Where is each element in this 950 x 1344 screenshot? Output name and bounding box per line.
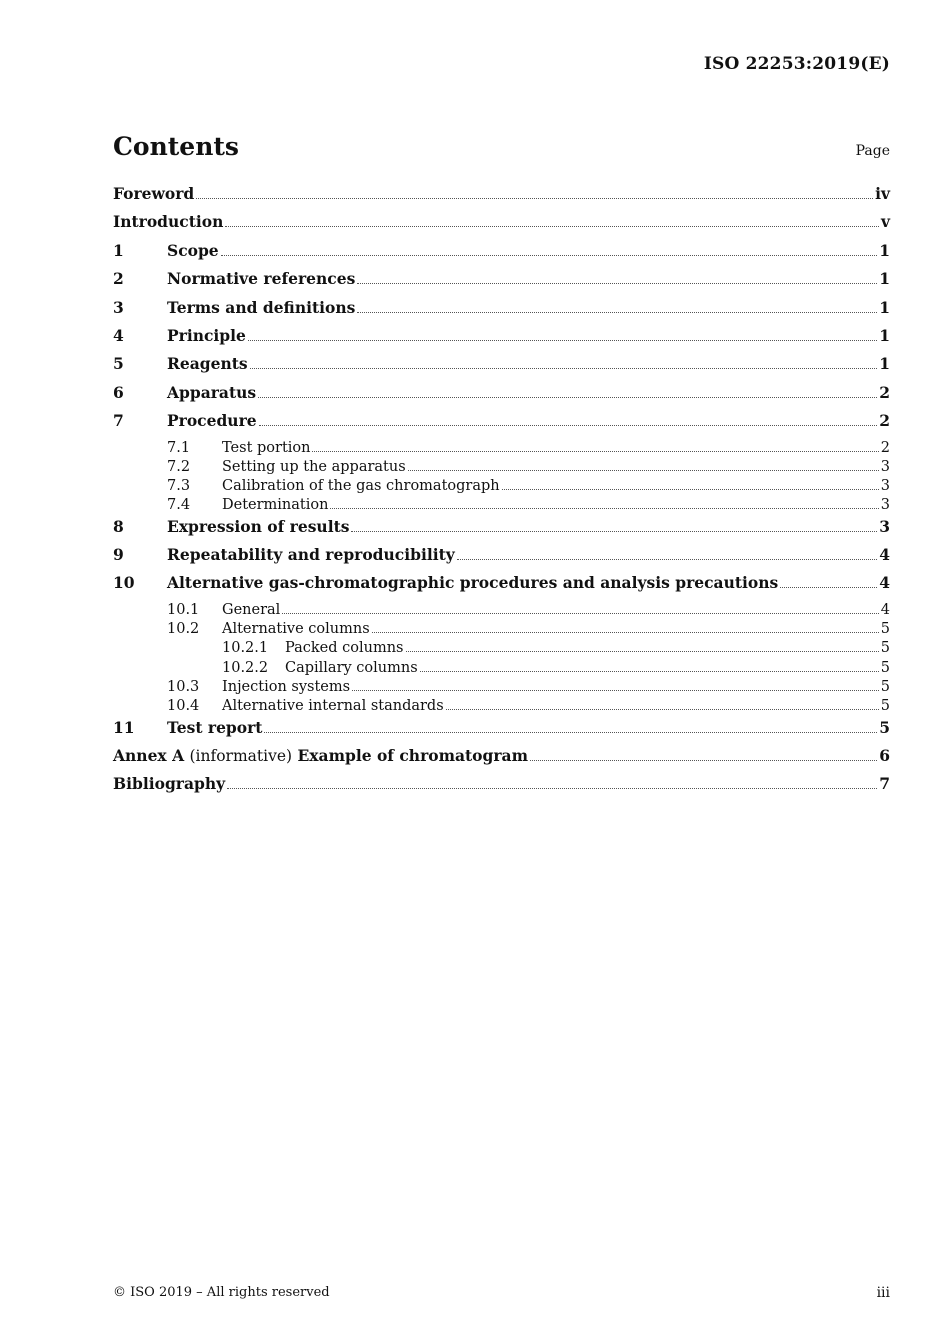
toc-entry[interactable] bbox=[113, 459, 890, 478]
toc-entry-number: 10 bbox=[113, 573, 135, 593]
toc-entry[interactable] bbox=[113, 602, 890, 621]
toc-entry[interactable] bbox=[113, 478, 890, 497]
toc-entry[interactable] bbox=[113, 746, 890, 774]
toc-entry-page: 5 bbox=[880, 659, 890, 676]
toc-entry-number: 1 bbox=[113, 240, 124, 260]
toc-entry-label: Repeatability and reproducibility bbox=[167, 545, 455, 565]
toc-entry[interactable] bbox=[113, 497, 890, 516]
toc-entry[interactable] bbox=[113, 621, 890, 640]
toc-dot-leader bbox=[227, 784, 877, 789]
toc-entry-page: 3 bbox=[880, 478, 890, 495]
toc-entry-label: Alternative internal standards bbox=[222, 698, 444, 715]
toc-entry-label: Principle bbox=[167, 325, 246, 345]
title-row bbox=[113, 132, 890, 161]
toc-dot-leader bbox=[221, 251, 878, 256]
toc-entry-label: Capillary columns bbox=[285, 659, 418, 676]
toc-entry-label: Normative references bbox=[167, 269, 356, 289]
toc-entry-number: 7 bbox=[113, 411, 124, 431]
toc-entry-number: 8 bbox=[113, 516, 124, 536]
toc-entry-label: General bbox=[222, 601, 281, 618]
toc-entry-page: 1 bbox=[879, 269, 890, 289]
toc-entry-label: Expression of results bbox=[167, 516, 350, 536]
toc-dot-leader bbox=[502, 485, 879, 490]
toc-dot-leader bbox=[330, 504, 878, 509]
toc-entry-label: Procedure bbox=[167, 411, 257, 431]
toc-entry[interactable] bbox=[113, 354, 890, 382]
copyright-notice: © ISO 2019 – All rights reserved bbox=[113, 1285, 330, 1300]
toc-entry-label: Determination bbox=[222, 497, 329, 514]
page-column-label: Page bbox=[855, 143, 890, 159]
toc-entry-label-note: (informative) bbox=[189, 747, 293, 766]
toc-entry-page: 3 bbox=[879, 516, 890, 536]
toc-dot-leader bbox=[196, 194, 873, 199]
toc-entry-page: 4 bbox=[880, 601, 890, 618]
toc-entry[interactable] bbox=[113, 660, 890, 679]
toc-entry-label: Alternative gas-chromatographic procedures and analysis precautions bbox=[167, 573, 779, 593]
toc-dot-leader bbox=[357, 279, 877, 284]
toc-entry-label: Apparatus bbox=[167, 382, 257, 402]
toc-entry-page: 2 bbox=[879, 411, 890, 431]
toc-entry-page: 6 bbox=[879, 746, 890, 766]
toc-entry-page: 5 bbox=[880, 621, 890, 638]
toc-entry-label-main: Annex A bbox=[113, 746, 185, 766]
toc-entry-label: Test report bbox=[167, 717, 263, 737]
toc-entry[interactable] bbox=[113, 774, 890, 802]
toc-entry-label: Calibration of the gas chromatograph bbox=[222, 478, 500, 495]
toc-entry-number: 9 bbox=[113, 545, 124, 565]
toc-entry-label: Foreword bbox=[113, 184, 195, 203]
toc-entry[interactable] bbox=[113, 241, 890, 269]
toc-entry-page: 4 bbox=[879, 573, 890, 593]
toc-entry[interactable] bbox=[113, 679, 890, 698]
toc-dot-leader bbox=[250, 364, 878, 369]
toc-dot-leader bbox=[408, 466, 879, 471]
toc-entry-page: 2 bbox=[879, 382, 890, 402]
toc-entry-number: 7.4 bbox=[167, 497, 191, 514]
toc-entry[interactable] bbox=[113, 517, 890, 545]
toc-dot-leader bbox=[457, 555, 877, 560]
toc-dot-leader bbox=[372, 628, 879, 633]
toc-entry-page: 4 bbox=[879, 545, 890, 565]
toc-dot-leader bbox=[780, 583, 877, 588]
toc-entry-label: Bibliography bbox=[113, 774, 226, 794]
toc-entry-number: 7.1 bbox=[167, 439, 191, 456]
toc-dot-leader bbox=[259, 421, 878, 426]
toc-entry-page: 5 bbox=[879, 717, 890, 737]
toc-entry[interactable] bbox=[113, 718, 890, 746]
toc-entry[interactable] bbox=[113, 698, 890, 717]
toc-entry-label-tail: Example of chromatogram bbox=[297, 746, 528, 766]
toc-entry-page: 3 bbox=[880, 458, 890, 475]
toc-entry-number: 2 bbox=[113, 269, 124, 289]
toc-entry-page: 1 bbox=[879, 354, 890, 374]
toc-entry-page: 1 bbox=[879, 297, 890, 317]
toc-entry-number: 10.3 bbox=[167, 679, 200, 696]
toc-entry-page: 1 bbox=[879, 325, 890, 345]
toc-entry-label: Test portion bbox=[222, 439, 311, 456]
toc-entry-page: v bbox=[880, 212, 890, 232]
toc-entry-number: 11 bbox=[113, 717, 135, 737]
toc-dot-leader bbox=[446, 705, 879, 710]
toc-entry[interactable] bbox=[113, 411, 890, 439]
toc-entry-label: Introduction bbox=[113, 212, 224, 232]
toc-entry-page: 2 bbox=[880, 439, 890, 456]
toc-dot-leader bbox=[312, 447, 878, 452]
toc-dot-leader bbox=[530, 756, 877, 761]
toc-entry-page: 7 bbox=[879, 774, 890, 794]
toc-entry-page: 5 bbox=[880, 698, 890, 715]
toc-dot-leader bbox=[282, 609, 878, 614]
toc-entry-number: 10.1 bbox=[167, 601, 200, 618]
toc-entry-page: iv bbox=[875, 184, 890, 203]
toc-entry-label: Packed columns bbox=[285, 640, 404, 657]
toc-entry-label: Terms and definitions bbox=[167, 297, 356, 317]
toc-dot-leader bbox=[264, 728, 877, 733]
toc-dot-leader bbox=[248, 336, 877, 341]
toc-entry[interactable] bbox=[113, 383, 890, 411]
toc-entry[interactable] bbox=[113, 212, 890, 240]
toc-entry-number: 5 bbox=[113, 354, 124, 374]
toc-entry[interactable] bbox=[113, 326, 890, 354]
toc-entry[interactable] bbox=[113, 440, 890, 459]
toc-entry[interactable] bbox=[113, 184, 890, 212]
toc-entry-label bbox=[113, 746, 528, 765]
toc-dot-leader bbox=[258, 393, 877, 398]
toc-entry-page: 3 bbox=[880, 497, 890, 514]
page-title: Contents bbox=[113, 132, 240, 161]
document-id: ISO 22253:2019(E) bbox=[703, 54, 890, 74]
toc-entry-label: Scope bbox=[167, 240, 219, 260]
toc-dot-leader bbox=[352, 686, 879, 691]
toc-entry-number: 10.2.1 bbox=[222, 640, 269, 657]
toc-dot-leader bbox=[357, 308, 877, 313]
toc-dot-leader bbox=[420, 667, 879, 672]
toc-entry-number: 4 bbox=[113, 325, 124, 345]
table-of-contents bbox=[113, 184, 890, 803]
toc-entry[interactable] bbox=[113, 573, 890, 601]
toc-entry[interactable] bbox=[113, 640, 890, 659]
page-footer bbox=[113, 1285, 890, 1301]
toc-entry-number: 6 bbox=[113, 382, 124, 402]
toc-entry-number: 10.2.2 bbox=[222, 659, 269, 676]
toc-entry[interactable] bbox=[113, 545, 890, 573]
toc-dot-leader bbox=[225, 222, 879, 227]
toc-entry-number: 10.4 bbox=[167, 698, 200, 715]
toc-entry-label: Injection systems bbox=[222, 679, 351, 696]
toc-entry[interactable] bbox=[113, 269, 890, 297]
toc-dot-leader bbox=[351, 527, 877, 532]
toc-entry-number: 7.2 bbox=[167, 458, 191, 475]
toc-entry-page: 5 bbox=[880, 640, 890, 657]
toc-entry[interactable] bbox=[113, 298, 890, 326]
page-number: iii bbox=[876, 1285, 890, 1301]
toc-entry-number: 7.3 bbox=[167, 478, 191, 495]
toc-entry-page: 5 bbox=[880, 679, 890, 696]
toc-entry-label: Alternative columns bbox=[222, 621, 370, 638]
toc-entry-number: 3 bbox=[113, 297, 124, 317]
toc-entry-label: Setting up the apparatus bbox=[222, 458, 406, 475]
toc-dot-leader bbox=[406, 647, 879, 652]
toc-entry-number: 10.2 bbox=[167, 621, 200, 638]
toc-entry-label: Reagents bbox=[167, 354, 248, 374]
toc-entry-page: 1 bbox=[879, 240, 890, 260]
